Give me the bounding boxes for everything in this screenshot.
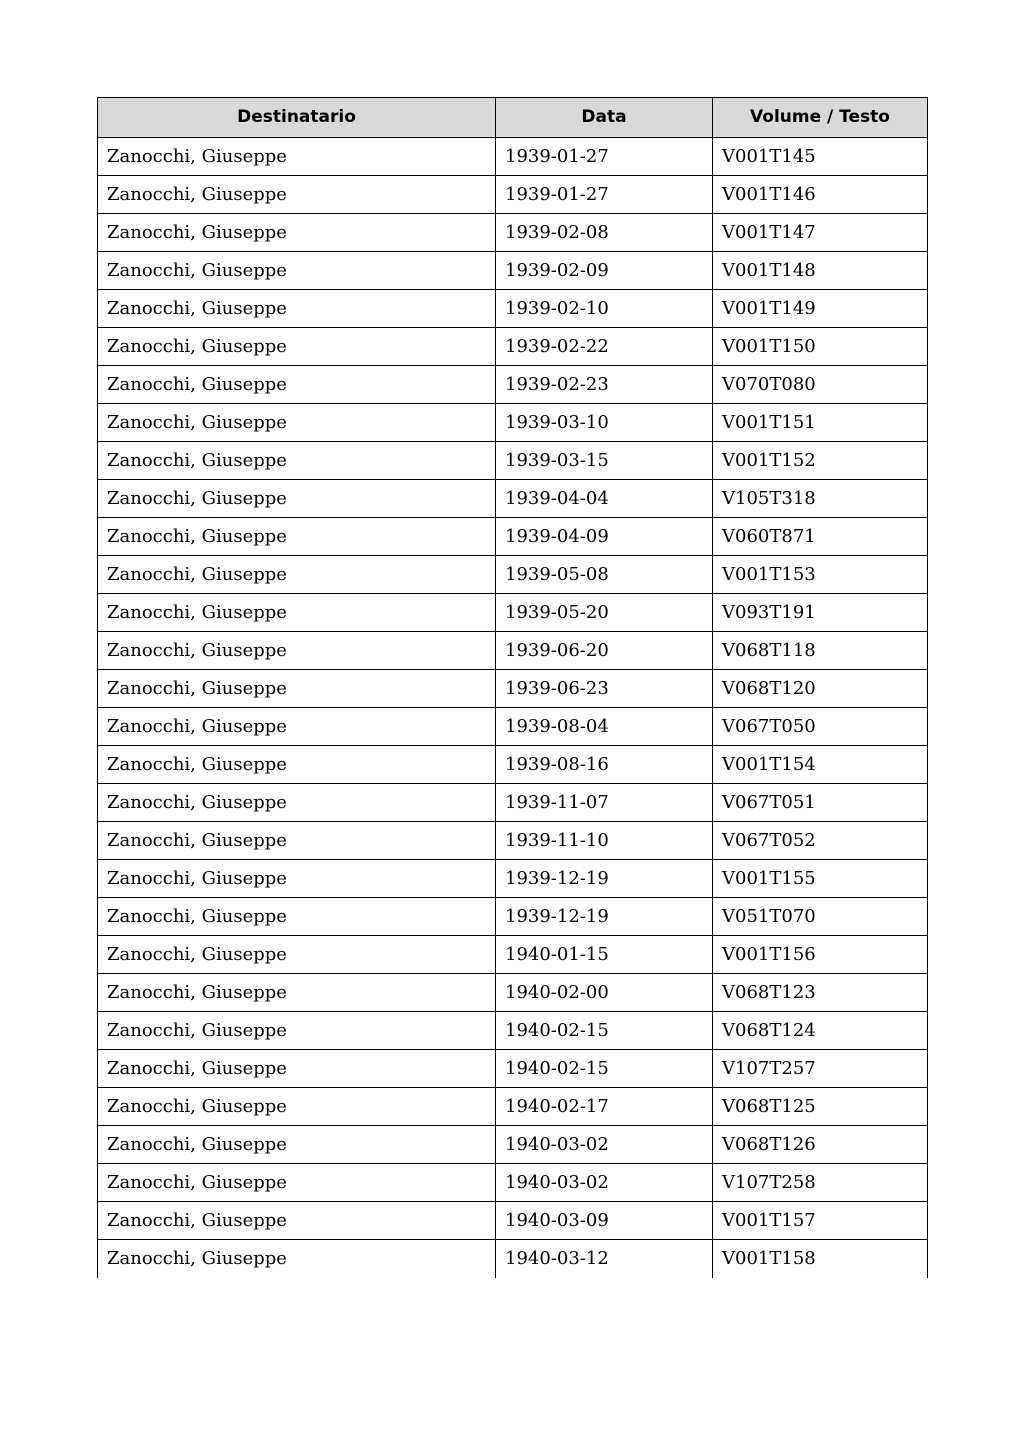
cell-volume-testo: V001T153: [713, 556, 928, 594]
cell-volume-testo: V001T156: [713, 936, 928, 974]
cell-volume-testo: V107T258: [713, 1164, 928, 1202]
cell-destinatario: Zanocchi, Giuseppe: [98, 518, 496, 556]
table-row: [98, 708, 928, 746]
cell-data: 1939-12-19: [496, 898, 713, 936]
cell-volume-testo: V067T052: [713, 822, 928, 860]
cell-volume-testo: V068T118: [713, 632, 928, 670]
cell-volume-testo: V068T126: [713, 1126, 928, 1164]
cell-volume-testo: V068T124: [713, 1012, 928, 1050]
cell-destinatario: Zanocchi, Giuseppe: [98, 1240, 496, 1278]
cell-destinatario: Zanocchi, Giuseppe: [98, 1164, 496, 1202]
cell-data: 1939-04-04: [496, 480, 713, 518]
cell-data: 1940-02-00: [496, 974, 713, 1012]
table-row: [98, 1088, 928, 1126]
table-row: [98, 252, 928, 290]
cell-destinatario: Zanocchi, Giuseppe: [98, 594, 496, 632]
cell-data: 1940-03-09: [496, 1202, 713, 1240]
cell-destinatario: Zanocchi, Giuseppe: [98, 290, 496, 328]
cell-destinatario: Zanocchi, Giuseppe: [98, 252, 496, 290]
letters-table: [97, 97, 928, 1278]
table-body: [98, 138, 928, 1278]
cell-volume-testo: V001T149: [713, 290, 928, 328]
cell-data: 1940-02-15: [496, 1012, 713, 1050]
cell-volume-testo: V105T318: [713, 480, 928, 518]
table-row: [98, 822, 928, 860]
cell-data: 1940-02-15: [496, 1050, 713, 1088]
table-row: [98, 936, 928, 974]
cell-data: 1939-04-09: [496, 518, 713, 556]
cell-destinatario: Zanocchi, Giuseppe: [98, 1202, 496, 1240]
table-row: [98, 138, 928, 176]
table-row: [98, 594, 928, 632]
cell-destinatario: Zanocchi, Giuseppe: [98, 1126, 496, 1164]
cell-volume-testo: V001T147: [713, 214, 928, 252]
column-header-data: Data: [496, 98, 713, 138]
cell-data: 1940-03-02: [496, 1126, 713, 1164]
cell-destinatario: Zanocchi, Giuseppe: [98, 860, 496, 898]
cell-destinatario: Zanocchi, Giuseppe: [98, 670, 496, 708]
cell-destinatario: Zanocchi, Giuseppe: [98, 176, 496, 214]
cell-volume-testo: V068T120: [713, 670, 928, 708]
cell-destinatario: Zanocchi, Giuseppe: [98, 442, 496, 480]
table-row: [98, 1202, 928, 1240]
cell-destinatario: Zanocchi, Giuseppe: [98, 708, 496, 746]
cell-destinatario: Zanocchi, Giuseppe: [98, 1088, 496, 1126]
cell-destinatario: Zanocchi, Giuseppe: [98, 404, 496, 442]
table-row: [98, 1240, 928, 1278]
table-row: [98, 1126, 928, 1164]
cell-volume-testo: V107T257: [713, 1050, 928, 1088]
cell-destinatario: Zanocchi, Giuseppe: [98, 138, 496, 176]
cell-destinatario: Zanocchi, Giuseppe: [98, 214, 496, 252]
cell-volume-testo: V001T150: [713, 328, 928, 366]
cell-destinatario: Zanocchi, Giuseppe: [98, 974, 496, 1012]
table-row: [98, 746, 928, 784]
cell-data: 1940-01-15: [496, 936, 713, 974]
cell-data: 1939-01-27: [496, 176, 713, 214]
cell-data: 1939-02-08: [496, 214, 713, 252]
cell-destinatario: Zanocchi, Giuseppe: [98, 822, 496, 860]
cell-volume-testo: V070T080: [713, 366, 928, 404]
cell-data: 1939-12-19: [496, 860, 713, 898]
cell-data: 1939-11-10: [496, 822, 713, 860]
table-row: [98, 556, 928, 594]
cell-volume-testo: V068T125: [713, 1088, 928, 1126]
cell-data: 1939-02-10: [496, 290, 713, 328]
table-row: [98, 670, 928, 708]
cell-destinatario: Zanocchi, Giuseppe: [98, 936, 496, 974]
column-header-destinatario: Destinatario: [98, 98, 496, 138]
table-row: [98, 176, 928, 214]
table-header: [98, 98, 928, 138]
cell-volume-testo: V001T145: [713, 138, 928, 176]
table-row: [98, 974, 928, 1012]
cell-volume-testo: V068T123: [713, 974, 928, 1012]
cell-data: 1939-02-09: [496, 252, 713, 290]
table-row: [98, 366, 928, 404]
table-row: [98, 404, 928, 442]
header-row: [98, 98, 928, 138]
cell-volume-testo: V060T871: [713, 518, 928, 556]
cell-data: 1939-06-20: [496, 632, 713, 670]
cell-data: 1939-03-10: [496, 404, 713, 442]
cell-data: 1940-02-17: [496, 1088, 713, 1126]
cell-data: 1940-03-02: [496, 1164, 713, 1202]
cell-destinatario: Zanocchi, Giuseppe: [98, 556, 496, 594]
table-row: [98, 1012, 928, 1050]
cell-data: 1939-02-22: [496, 328, 713, 366]
table-row: [98, 898, 928, 936]
table-row: [98, 480, 928, 518]
table-row: [98, 328, 928, 366]
cell-data: 1939-01-27: [496, 138, 713, 176]
table-row: [98, 518, 928, 556]
cell-volume-testo: V093T191: [713, 594, 928, 632]
cell-data: 1939-06-23: [496, 670, 713, 708]
cell-volume-testo: V001T157: [713, 1202, 928, 1240]
table-row: [98, 860, 928, 898]
cell-volume-testo: V067T050: [713, 708, 928, 746]
cell-destinatario: Zanocchi, Giuseppe: [98, 480, 496, 518]
cell-data: 1939-02-23: [496, 366, 713, 404]
table-row: [98, 632, 928, 670]
table-row: [98, 442, 928, 480]
cell-data: 1939-08-04: [496, 708, 713, 746]
cell-data: 1939-03-15: [496, 442, 713, 480]
cell-data: 1940-03-12: [496, 1240, 713, 1278]
cell-volume-testo: V001T154: [713, 746, 928, 784]
column-header-volume-testo: Volume / Testo: [713, 98, 928, 138]
table-row: [98, 290, 928, 328]
cell-destinatario: Zanocchi, Giuseppe: [98, 746, 496, 784]
cell-destinatario: Zanocchi, Giuseppe: [98, 1012, 496, 1050]
table-row: [98, 214, 928, 252]
cell-volume-testo: V001T151: [713, 404, 928, 442]
cell-destinatario: Zanocchi, Giuseppe: [98, 1050, 496, 1088]
cell-volume-testo: V001T146: [713, 176, 928, 214]
cell-volume-testo: V001T148: [713, 252, 928, 290]
cell-data: 1939-08-16: [496, 746, 713, 784]
cell-data: 1939-05-20: [496, 594, 713, 632]
cell-destinatario: Zanocchi, Giuseppe: [98, 328, 496, 366]
cell-volume-testo: V001T152: [713, 442, 928, 480]
table-row: [98, 1050, 928, 1088]
table-row: [98, 784, 928, 822]
cell-volume-testo: V051T070: [713, 898, 928, 936]
cell-data: 1939-05-08: [496, 556, 713, 594]
cell-volume-testo: V001T155: [713, 860, 928, 898]
cell-data: 1939-11-07: [496, 784, 713, 822]
cell-destinatario: Zanocchi, Giuseppe: [98, 898, 496, 936]
cell-destinatario: Zanocchi, Giuseppe: [98, 784, 496, 822]
cell-destinatario: Zanocchi, Giuseppe: [98, 632, 496, 670]
cell-destinatario: Zanocchi, Giuseppe: [98, 366, 496, 404]
table-row: [98, 1164, 928, 1202]
cell-volume-testo: V067T051: [713, 784, 928, 822]
cell-volume-testo: V001T158: [713, 1240, 928, 1278]
